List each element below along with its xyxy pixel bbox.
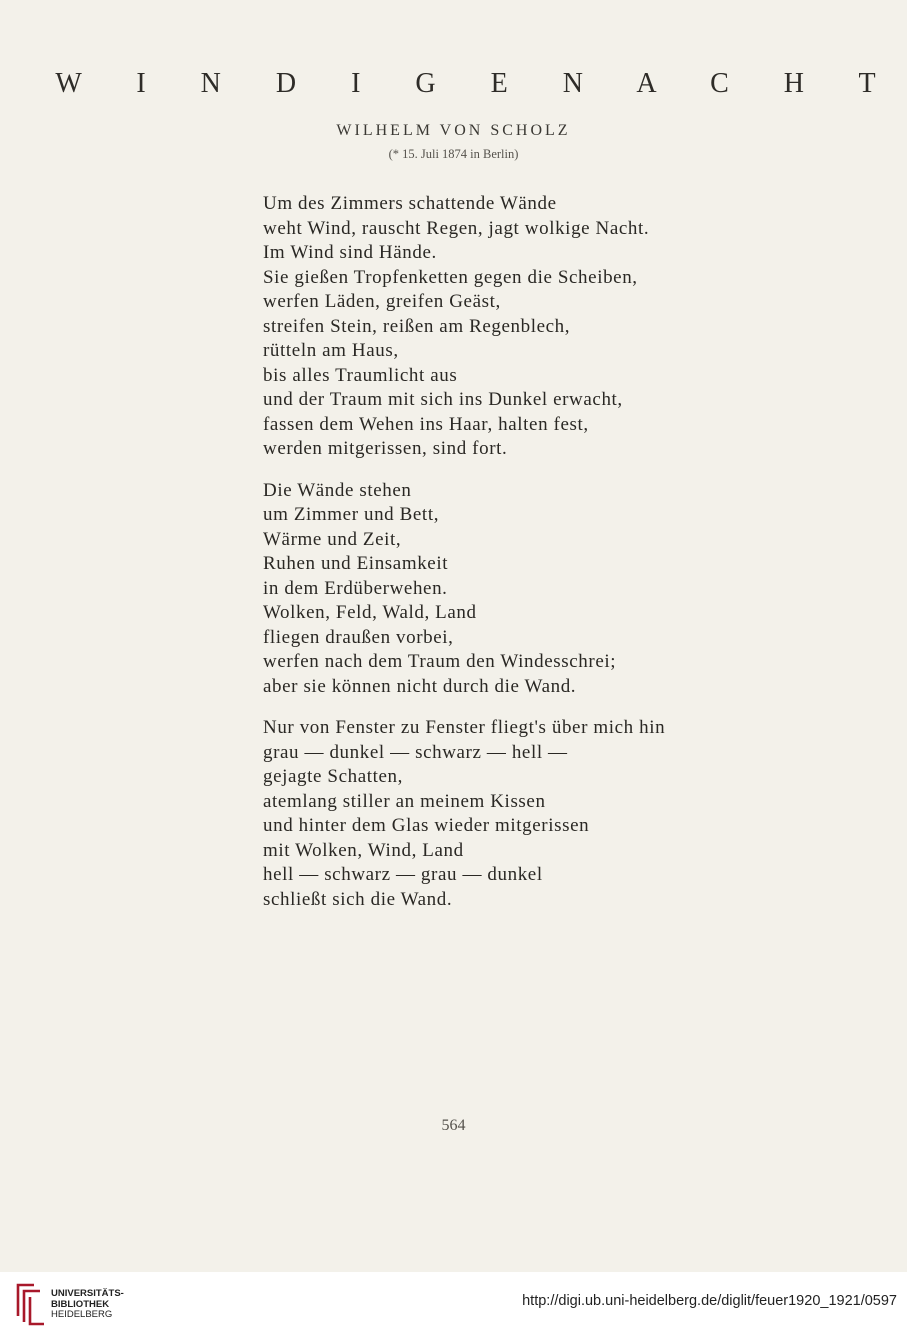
stanza-2 [263,479,863,700]
viewer-footer [0,1272,907,1337]
poem-line: aber sie können nicht durch die Wand. [263,675,577,697]
permalink-url[interactable]: http://digi.ub.uni-heidelberg.de/diglit/feuer1920_1921/0597 [522,1293,897,1309]
poem-line: streifen Stein, reißen am Regenblech, [263,315,571,337]
page-number: 564 [441,1117,466,1134]
library-name-line3: HEIDELBERG [51,1309,113,1320]
poem-line: und hinter dem Glas wieder mitgerissen [263,815,590,836]
author-name: WILHELM VON SCHOLZ [336,122,571,139]
stanza-3 [263,716,863,912]
library-logo-icon [10,1282,46,1326]
poem-line: werfen Läden, greifen Geäst, [263,291,501,312]
poem-line: weht Wind, rauscht Regen, jagt wolkige Nacht. [263,217,650,239]
poem-line: grau — dunkel — schwarz — hell — [263,741,568,763]
poem-line: werfen nach dem Traum den Windesschrei; [263,651,617,672]
poem-line: werden mitgerissen, sind fort. [263,438,508,459]
poem-line: Ruhen und Einsamkeit [263,553,449,574]
poem-line: hell — schwarz — grau — dunkel [263,864,543,885]
poem-line: mit Wolken, Wind, Land [263,839,464,861]
poem-line: Nur von Fenster zu Fenster fliegt's über mich hin [263,717,666,738]
poem-title: W I N D I G E N A C H T [55,68,900,99]
poem-line: Im Wind sind Hände. [263,242,437,263]
poem-line: Die Wände stehen [263,479,412,501]
stanza-1 [263,192,863,462]
poem-line: atemlang stiller an meinem Kissen [263,790,546,812]
poem-line: in dem Erdüberwehen. [263,577,448,599]
library-name-line2: BIBLIOTHEK [51,1298,110,1310]
poem-line: gejagte Schatten, [263,766,403,787]
poem-body [263,192,863,929]
library-name [51,1289,124,1321]
poem-line: Wärme und Zeit, [263,528,402,550]
library-name-line1: UNIVERSITÄTS- [51,1288,124,1299]
poem-line: Um des Zimmers schattende Wände [263,193,557,214]
poem-line: bis alles Traumlicht aus [263,364,458,386]
poem-line: und der Traum mit sich ins Dunkel erwacht, [263,389,623,410]
poem-line: Wolken, Feld, Wald, Land [263,602,477,623]
poem-line: rütteln am Haus, [263,340,399,361]
poem-line: um Zimmer und Bett, [263,504,440,525]
author-birth-note: (* 15. Juli 1874 in Berlin) [388,147,519,161]
poem-line: fassen dem Wehen ins Haar, halten fest, [263,413,589,435]
poem-line: Sie gießen Tropfenketten gegen die Scheiben, [263,266,638,288]
poem-line: fliegen draußen vorbei, [263,626,454,648]
poem-line: schließt sich die Wand. [263,888,453,910]
